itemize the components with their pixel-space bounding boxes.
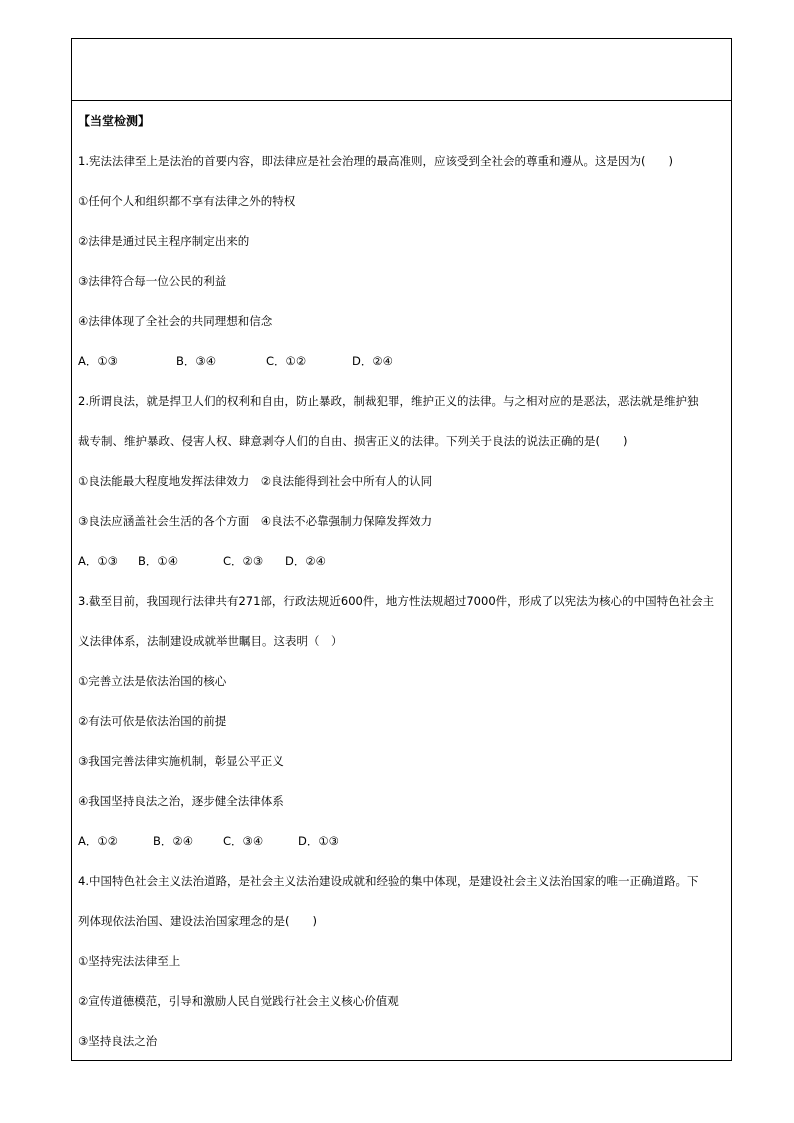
- choice-d: D．②④: [285, 554, 326, 568]
- question-3-item-4: ④我国坚持良法之治，逐步健全法律体系: [78, 794, 284, 808]
- choice-d: D．②④: [352, 354, 393, 368]
- question-2-items-2: ③良法应涵盖社会生活的各个方面 ④良法不必靠强制力保障发挥效力: [78, 514, 433, 528]
- choice-b: B．②④: [153, 834, 194, 848]
- choice-a: A．①③: [78, 554, 118, 568]
- question-4-stem-line-2: 列体现依法治国、建设法治国家理念的是( ): [78, 914, 317, 928]
- question-1-item-1: ①任何个人和组织都不享有法律之外的特权: [78, 194, 296, 208]
- choice-d: D．①③: [298, 834, 339, 848]
- choice-a: A．①③: [78, 354, 118, 368]
- header-cell: [72, 39, 731, 101]
- document-table: [71, 38, 732, 1061]
- choice-c: C．③④: [223, 834, 264, 848]
- question-3-choices: [78, 821, 725, 861]
- choice-b: B．③④: [176, 354, 217, 368]
- question-3-stem-line-2: 义法律体系，法制建设成就举世瞩目。这表明（ ）: [78, 634, 343, 648]
- choice-c: C．①②: [266, 354, 307, 368]
- question-1-stem: 1.宪法法律至上是法治的首要内容，即法律应是社会治理的最高准则，应该受到全社会的尊重和遵从。这是因为( ): [78, 154, 673, 168]
- question-2-choices: [78, 541, 725, 581]
- question-4-item-1: ①坚持宪法法律至上: [78, 954, 181, 968]
- choice-a: A．①②: [78, 834, 118, 848]
- question-1-item-4: ④法律体现了全社会的共同理想和信念: [78, 314, 273, 328]
- question-2-stem-line-1: 2.所谓良法，就是捍卫人们的权利和自由，防止暴政，制裁犯罪，维护正义的法律。与之相对应的是恶法，恶法就是维护独: [78, 394, 699, 408]
- choice-c: C．②③: [223, 554, 264, 568]
- question-1-item-3: ③法律符合每一位公民的利益: [78, 274, 227, 288]
- question-4-stem-line-1: 4.中国特色社会主义法治道路，是社会主义法治建设成就和经验的集中体现，是建设社会主义法治国家的唯一正确道路。下: [78, 874, 699, 888]
- question-3-item-3: ③我国完善法律实施机制，彰显公平正义: [78, 754, 284, 768]
- question-1-item-2: ②法律是通过民主程序制定出来的: [78, 234, 250, 248]
- question-3-item-2: ②有法可依是依法治国的前提: [78, 714, 227, 728]
- quiz-section: [78, 101, 725, 1060]
- question-3-stem-line-1: 3.截至目前，我国现行法律共有271部，行政法规近600件，地方性法规超过7000件，形成了以宪法为核心的中国特色社会主: [78, 594, 715, 608]
- question-2-items-1: ①良法能最大程度地发挥法律效力 ②良法能得到社会中所有人的认同: [78, 474, 433, 488]
- question-4-item-3: ③坚持良法之治: [78, 1034, 158, 1048]
- question-3-item-1: ①完善立法是依法治国的核心: [78, 674, 227, 688]
- question-1-choices: [78, 341, 725, 381]
- section-title: 【当堂检测】: [78, 114, 151, 128]
- question-2-stem-line-2: 裁专制、维护暴政、侵害人权、肆意剥夺人们的自由、损害正义的法律。下列关于良法的说法正确的是( ): [78, 434, 628, 448]
- question-4-item-2: ②宣传道德模范，引导和激励人民自觉践行社会主义核心价值观: [78, 994, 399, 1008]
- choice-b: B．①④: [138, 554, 179, 568]
